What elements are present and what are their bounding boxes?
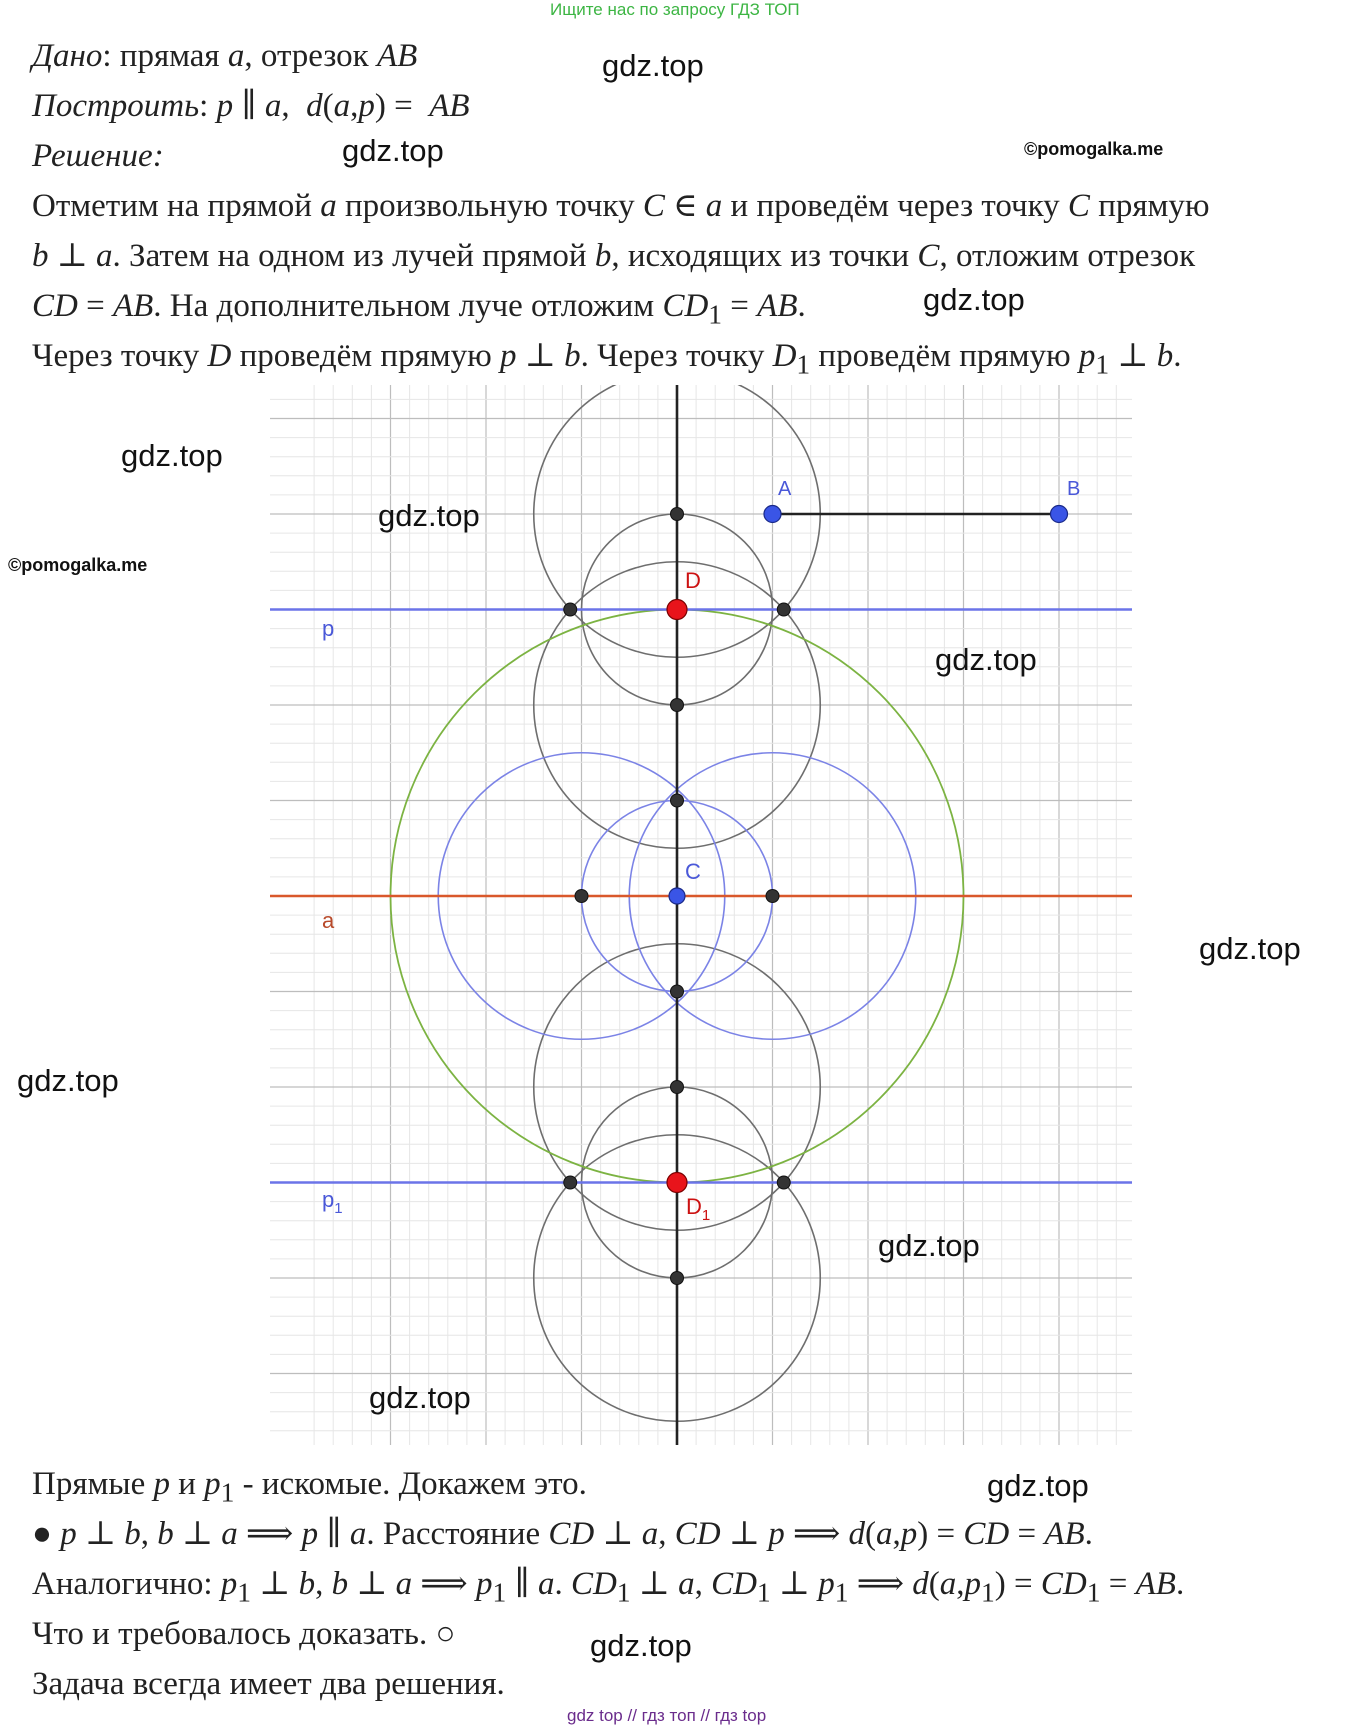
point — [777, 603, 790, 616]
point-C — [669, 888, 685, 904]
solution-line-2: b ⊥ a. Затем на одном из лучей прямой b, исходящих из точки C, отложим отрезок — [32, 238, 1196, 274]
point-D1 — [667, 1173, 687, 1193]
label-p: p — [322, 616, 335, 641]
label-p1: $p_1$ — [322, 1187, 343, 1217]
label-C: C — [685, 859, 701, 884]
construction-figure — [270, 385, 1132, 1445]
point — [777, 1176, 790, 1189]
given-line: Дано: прямая a, отрезок AB — [32, 38, 418, 74]
solution-line-3: CD = AB. На дополнительном луче отложим $CD_1$ = AB. — [32, 288, 806, 330]
watermark: gdz.top — [935, 642, 1037, 677]
point — [671, 794, 684, 807]
watermark: gdz.top — [378, 498, 480, 533]
watermark: gdz.top — [878, 1228, 980, 1263]
grid — [270, 385, 1132, 1445]
construct-line: Построить: p ∥ a, d(a,p) = AB — [32, 88, 470, 124]
point — [671, 1272, 684, 1285]
point — [564, 603, 577, 616]
point — [671, 1081, 684, 1094]
copyright-mark: ©pomogalka.me — [8, 555, 148, 575]
point — [671, 508, 684, 521]
proof-line-1: Прямые p и $p_1$ - искомые. Докажем это. — [32, 1466, 587, 1508]
point-D — [667, 600, 687, 620]
watermark: gdz.top — [17, 1063, 119, 1098]
proof-line-4: Что и требовалось доказать. ○ — [32, 1616, 456, 1652]
watermark: gdz.top — [923, 282, 1025, 317]
footer-links: gdz top // гдз топ // гдз top — [567, 1706, 767, 1725]
watermark: gdz.top — [342, 133, 444, 168]
point — [671, 985, 684, 998]
top-banner: Ищите нас по запросу ГДЗ ТОП — [550, 0, 800, 19]
point — [671, 699, 684, 712]
watermark: gdz.top — [369, 1380, 471, 1415]
proof-line-3: Аналогично: $p_1$ ⊥ b, b ⊥ a ⟹ $p_1$ ∥ a. $CD_1$ ⊥ a, $CD_1$ ⊥ $p_1$ ⟹ $d(a,p_1) = CD_1$ = AB. — [32, 1566, 1185, 1608]
label-B: B — [1067, 478, 1081, 500]
solution-title: Решение: — [32, 138, 164, 174]
point-B — [1051, 506, 1068, 523]
solution-line-4: Через точку D проведём прямую p ⊥ b. Через точку $D_1$ проведём прямую $p_1$ ⊥ b. — [32, 338, 1182, 380]
watermark: gdz.top — [590, 1628, 692, 1663]
proof-line-2: ● p ⊥ b, b ⊥ a ⟹ p ∥ a. Расстояние CD ⊥ a, CD ⊥ p ⟹ d(a,p) = CD = AB. — [32, 1516, 1093, 1552]
label-A: A — [778, 478, 792, 500]
point — [766, 890, 779, 903]
watermark: gdz.top — [987, 1468, 1089, 1503]
proof-line-5: Задача всегда имеет два решения. — [32, 1666, 505, 1702]
watermark: gdz.top — [602, 48, 704, 83]
watermark: gdz.top — [1199, 931, 1301, 966]
solution-line-1: Отметим на прямой a произвольную точку C ∈ a и проведём через точку C прямую — [32, 188, 1210, 224]
label-D: D — [685, 568, 701, 593]
point — [564, 1176, 577, 1189]
label-a: a — [322, 908, 335, 933]
point-A — [764, 506, 781, 523]
watermark: gdz.top — [121, 438, 223, 473]
label-D1: $D_1$ — [686, 1194, 711, 1224]
copyright-mark: ©pomogalka.me — [1024, 139, 1164, 159]
point — [575, 890, 588, 903]
